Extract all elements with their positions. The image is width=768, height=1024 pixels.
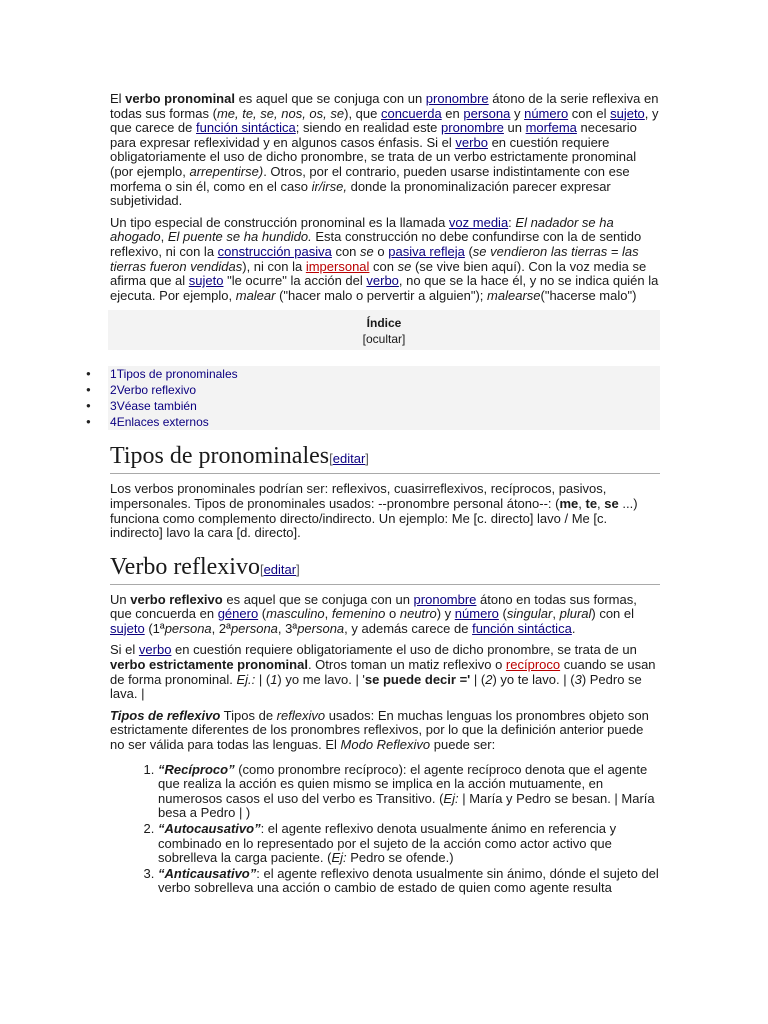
link-sujeto-3[interactable]: sujeto	[110, 620, 145, 636]
link-funcion-sintactica-2[interactable]: función sintáctica	[472, 620, 572, 636]
toc-header	[108, 310, 660, 350]
link-pronombre-3[interactable]: pronombre	[413, 591, 477, 607]
intro-paragraph-1: El verbo pronominal es aquel que se conjuga con un pronombre átono de la serie reflexiva en todas sus formas (me, te, se, nos, os, se), que concuerda en persona y número con el sujeto, y que carece de función sintáctica; siendo en realidad este pronombre un morfema necesario para expresar reflexividad y en algunos casos énfasis. Si el verbo en cuestión requiere obligatoriamente el uso de dicho pronombre, se trata de un verbo estrictamente pronominal (por ejemplo, arrepentirse). Otros, por el contrario, pueden usarse indistintamente con ese morfema o sin él, como en el caso ir/irse, donde la pronominalización parecer expresar subjetividad.	[110, 91, 659, 209]
edit-section-tipos: [editar]	[329, 451, 369, 467]
link-verbo-3[interactable]: verbo	[138, 642, 172, 658]
link-voz-media[interactable]: voz media	[448, 214, 509, 230]
link-verbo[interactable]: verbo	[455, 134, 488, 150]
list-item: 2. “Autocausativo”: el agente reflexivo denota usualmente ánimo en referencia y combinado en lo representado por el sujeto de la acción como actor activo que sobrelleva la carga paciente. (Ej: Pedro se ofende.)	[158, 822, 660, 866]
link-genero[interactable]: género	[217, 606, 259, 622]
toc-item[interactable]: ● 1Tipos de pronominales	[110, 366, 660, 382]
link-morfema[interactable]: morfema	[525, 120, 577, 136]
list-item: 3. “Anticausativo”: el agente reflexivo denota usualmente sin ánimo, dónde el sujeto del verbo sobrelleva una acción o cambio de estado de quien como agente resulta	[158, 867, 660, 896]
link-impersonal[interactable]: impersonal	[305, 258, 370, 274]
link-numero[interactable]: número	[524, 105, 569, 121]
link-sujeto-2[interactable]: sujeto	[188, 273, 224, 289]
link-pasiva-refleja[interactable]: pasiva refleja	[388, 243, 465, 259]
article-body	[110, 92, 660, 897]
link-numero-2[interactable]: número	[454, 606, 499, 622]
reflexivo-paragraph-2: Si el verbo en cuestión requiere obligatoriamente el uso de dicho pronombre, se trata de un verbo estrictamente pronominal. Otros toman un matiz reflexivo o recíproco cuando se usan de forma pronominal. Ej.: | (1) yo me lavo. | 'se puede decir =' | (2) yo te lavo. | (3) Pedro se lava. |	[110, 642, 656, 702]
toc-item[interactable]: ● 2Verbo reflexivo	[110, 382, 660, 398]
modo-reflexivo-list	[110, 763, 660, 896]
toc-item[interactable]: ● 4Enlaces externos	[110, 414, 660, 430]
toc-title: Índice	[366, 316, 402, 331]
link-funcion-sintactica[interactable]: función sintáctica	[196, 120, 296, 136]
link-pronombre-2[interactable]: pronombre	[441, 120, 504, 136]
edit-section-reflexivo: [editar]	[259, 561, 300, 577]
edit-link[interactable]: editar	[263, 561, 297, 577]
term-verbo-pronominal: verbo pronominal	[125, 91, 235, 106]
toc-item[interactable]: ● 3Véase también	[110, 398, 660, 414]
reflexivo-paragraph-1: Un verbo reflexivo es aquel que se conjuga con un pronombre átono en todas sus formas, que concuerda en género (masculino, femenino o neutro) y número (singular, plural) con el sujeto (1ªpersona, 2ªpersona, 3ªpersona, y además carece de función sintáctica.	[110, 591, 637, 636]
section-heading-tipos: Tipos de pronominales[editar]	[110, 442, 660, 474]
link-persona[interactable]: persona	[463, 105, 511, 121]
reflexivo-paragraph-3: Tipos de reflexivo Tipos de reflexivo usados: En muchas lenguas los pronombres objeto son estrictamente diferentes de los pronombres reflexivos, por lo que la definición anterior puede no ser válida para todas las lenguas. El Modo Reflexivo puede ser:	[110, 707, 649, 753]
link-pronombre[interactable]: pronombre	[425, 91, 489, 106]
link-sujeto[interactable]: sujeto	[610, 105, 645, 121]
link-concuerda[interactable]: concuerda	[380, 105, 442, 121]
toc-toggle-link[interactable]: [ocultar]	[362, 332, 406, 347]
link-reciproco[interactable]: recíproco	[505, 657, 561, 673]
link-construccion-pasiva[interactable]: construcción pasiva	[217, 243, 332, 259]
intro-paragraph-2: Un tipo especial de construcción pronominal es la llamada voz media: El nadador se ha ahogado, El puente se ha hundido. Esta construcción no debe confundirse con la de sentido reflexivo, ni con la construcción pasiva con se o pasiva refleja (se vendieron las tierras = las tierras fueron vendidas), ni con la impersonal con se (se vive bien aquí). Con la voz media se afirma que al sujeto "le ocurre" la acción del verbo, no que se la hace él, y no se indica quién la ejecuta. Por ejemplo, malear ("hacer malo o pervertir a alguien"); malearse("hacerse malo")	[110, 214, 659, 303]
tipos-paragraph: Los verbos pronominales podrían ser: reflexivos, cuasirreflexivos, recíprocos, pasivos, impersonales. Tipos de pronominales usados: --pronombre personal átono--: (me, te, se ...) funciona como complemento directo/indirecto. Un ejemplo: Me [c. directo] lavo / Me [c. indirecto] lavo la cara [d. directo].	[110, 481, 638, 541]
list-item: 1. “Recíproco” (como pronombre recíproco): el agente recíproco denota que el agente que realiza la acción es quien mismo se implica en la acción mutuamente, en numerosos casos el uso del verbo es Transitivo. (Ej: | María y Pedro se besan. | María besa a Pedro | )	[158, 763, 660, 821]
link-verbo-2[interactable]: verbo	[366, 273, 399, 289]
section-heading-reflexivo: Verbo reflexivo[editar]	[110, 553, 660, 585]
edit-link[interactable]: editar	[332, 451, 366, 467]
toc-list	[108, 366, 660, 430]
